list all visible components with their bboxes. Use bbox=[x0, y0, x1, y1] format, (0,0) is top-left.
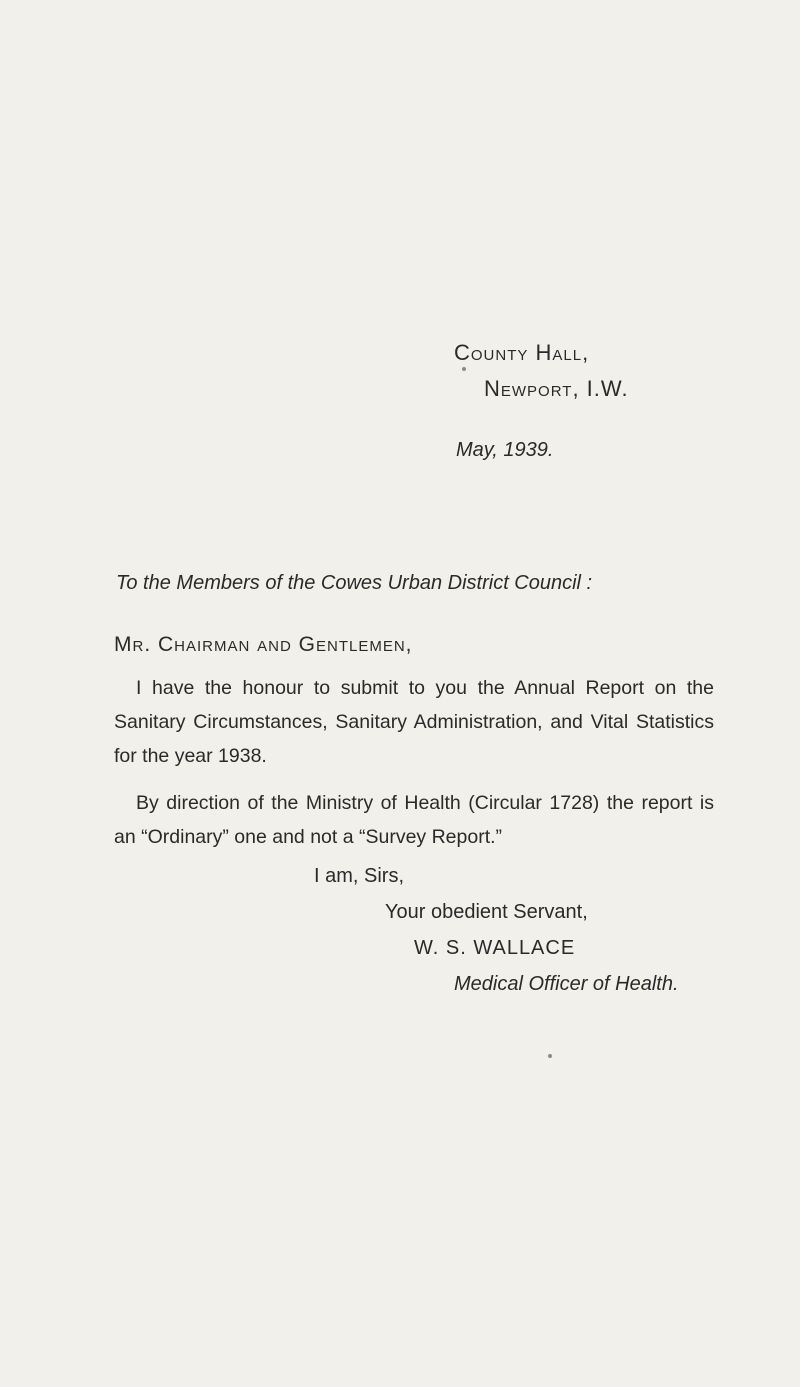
paper-speck bbox=[462, 367, 466, 371]
address-line-1: County Hall, bbox=[454, 340, 590, 365]
paragraph-1-text: I have the honour to submit to you the Annual Report on the Sanitary Circumstances, Sanitary Administration, and Vital Statistics for the year 1938. bbox=[114, 677, 714, 767]
paragraph-2 bbox=[114, 786, 714, 854]
paragraph-2-text: By direction of the Ministry of Health (Circular 1728) the report is an “Ordinary” one and not a “Survey Report.” bbox=[114, 792, 714, 848]
paragraph-1 bbox=[114, 671, 714, 773]
signatory-name: W. S. WALLACE bbox=[414, 937, 576, 959]
letter-date: May, 1939. bbox=[456, 439, 554, 461]
salutation: Mr. Chairman and Gentlemen, bbox=[114, 633, 413, 656]
closing-line-2: Your obedient Servant, bbox=[385, 901, 588, 923]
signatory-title: Medical Officer of Health. bbox=[454, 973, 679, 995]
closing-line-1: I am, Sirs, bbox=[314, 865, 405, 887]
address-line-2: Newport, I.W. bbox=[484, 376, 629, 401]
addressee: To the Members of the Cowes Urban District Council : bbox=[116, 572, 593, 594]
paper-speck bbox=[548, 1054, 552, 1058]
